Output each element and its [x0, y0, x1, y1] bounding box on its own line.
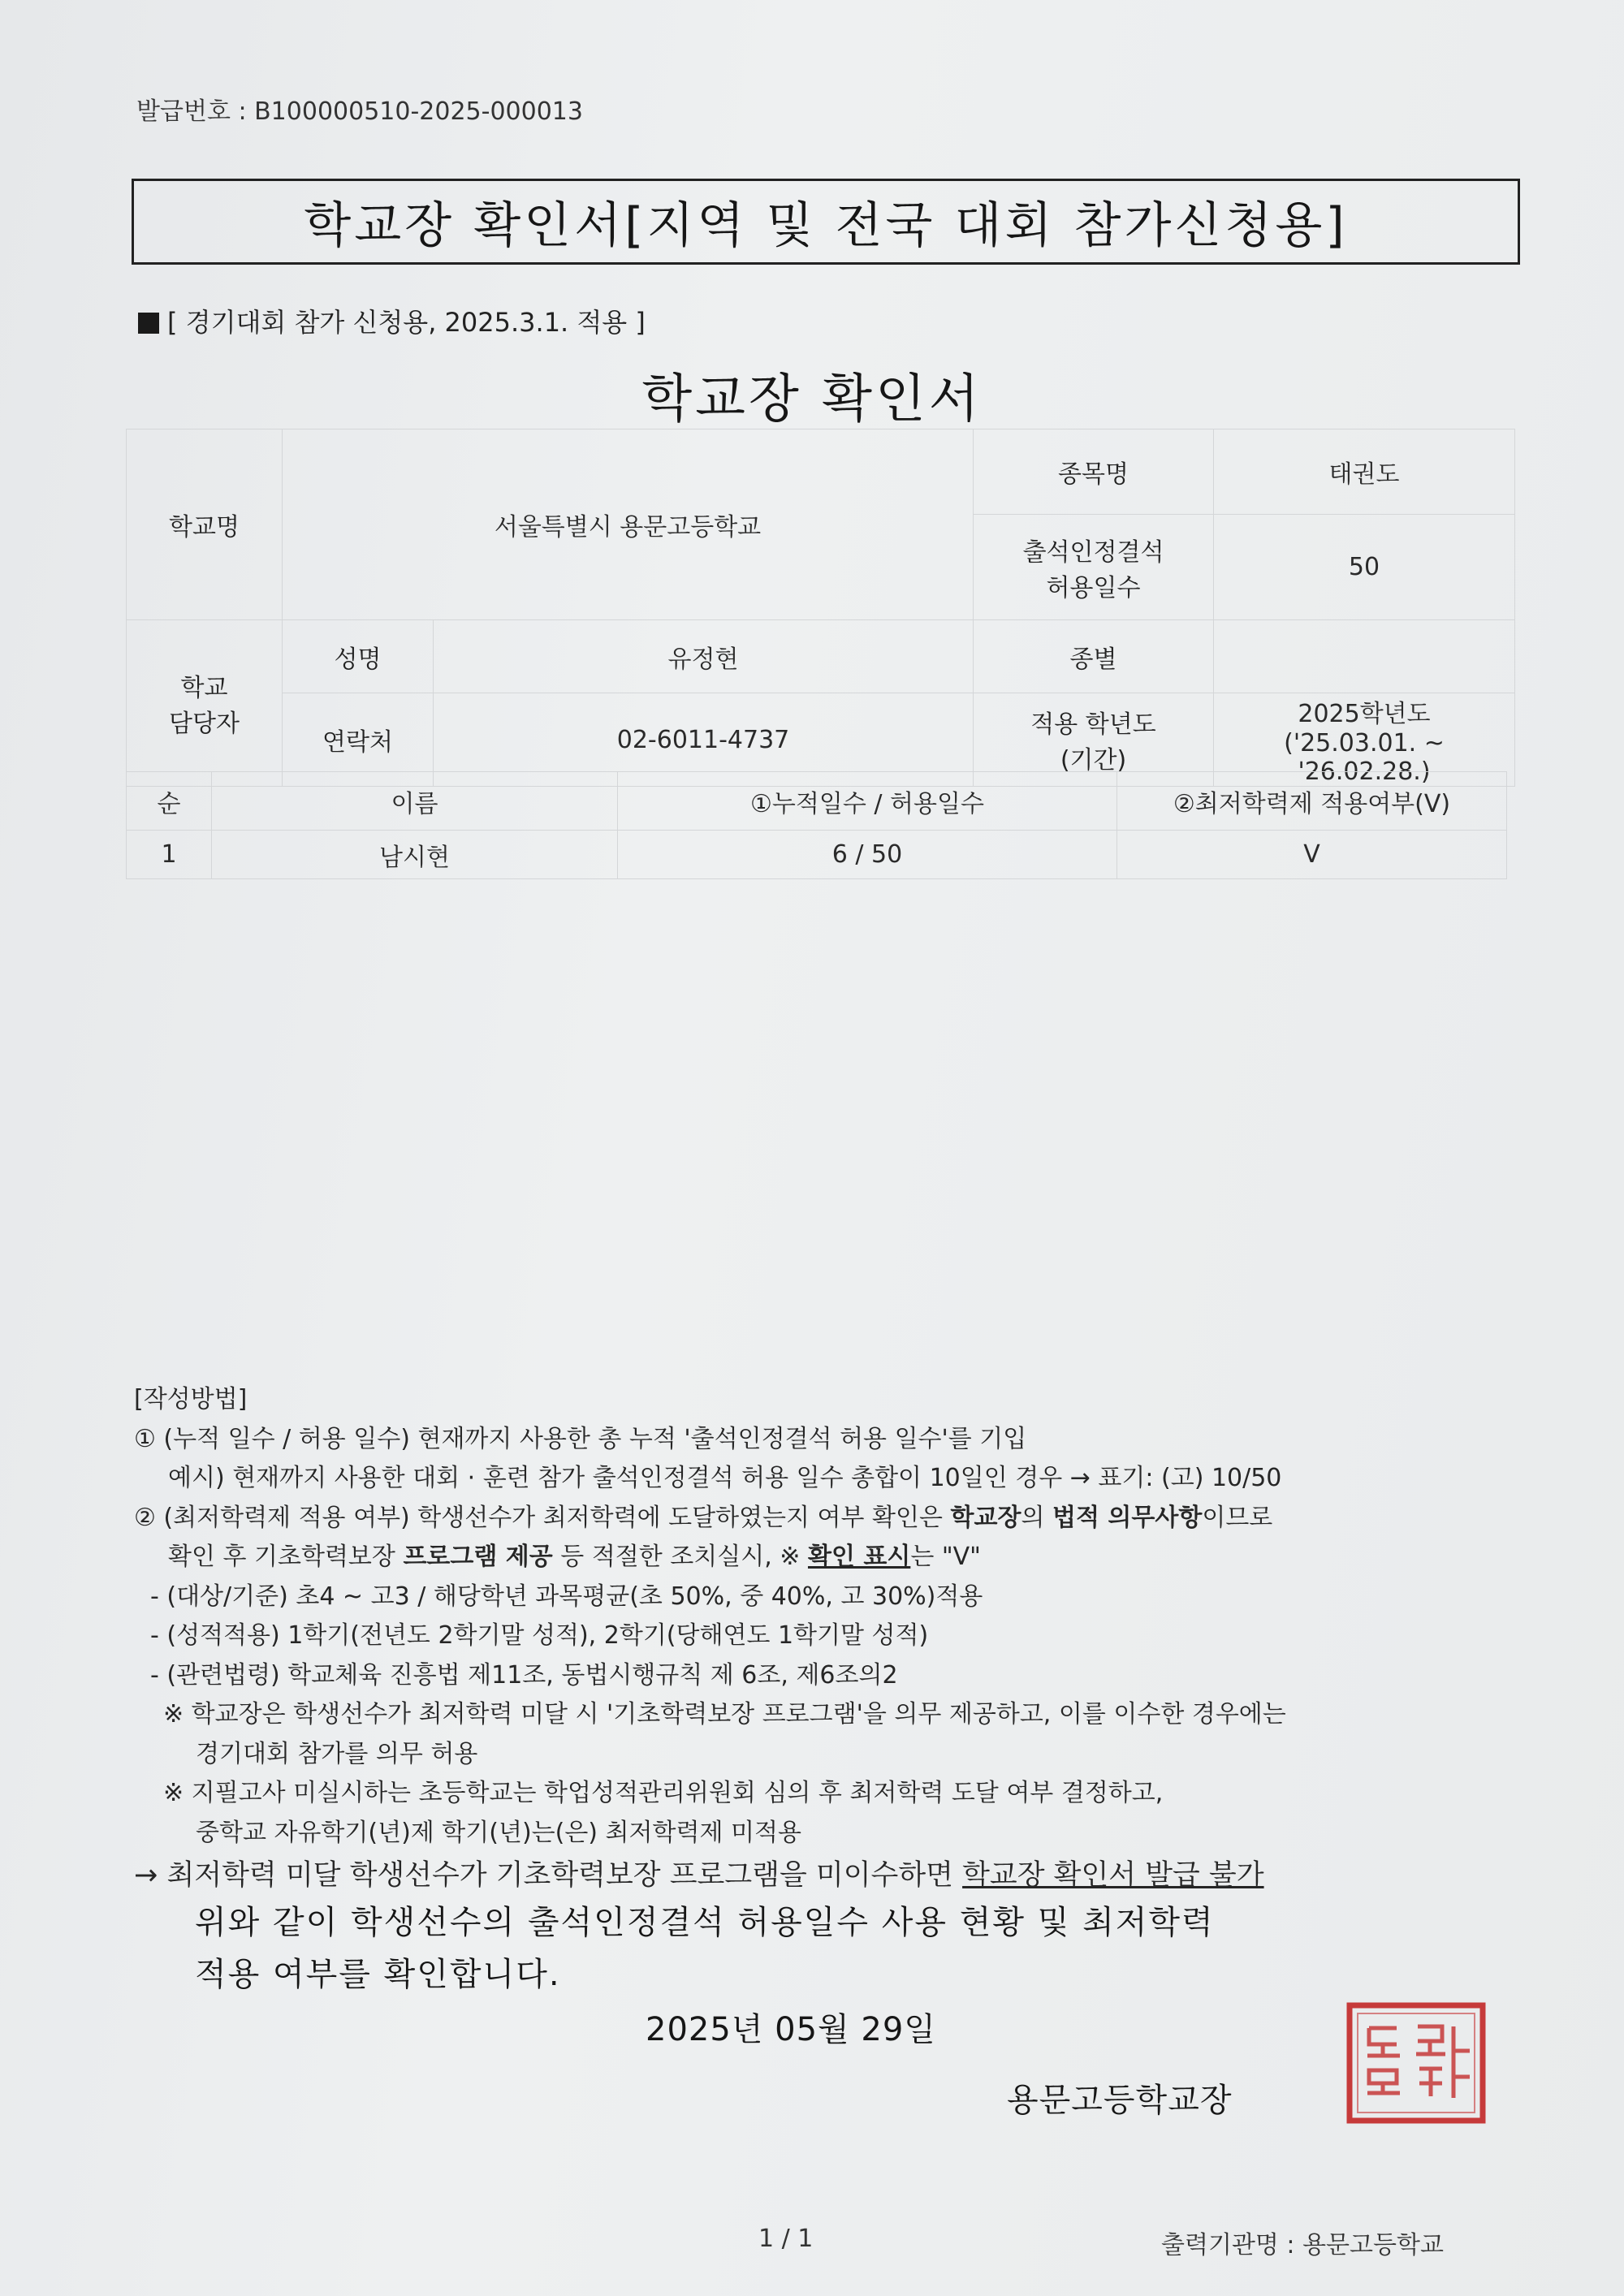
output-organization: 출력기관명 : 용문고등학교 — [1161, 2231, 1444, 2259]
contact-value: 02-6011-4737 — [434, 693, 974, 787]
instruction-line: - (성적적용) 1학기(전년도 2학기말 성적), 2학기(당해연도 1학기말 성적) — [150, 1621, 929, 1650]
statement-line: 적용 여부를 확인합니다. — [195, 1956, 561, 1993]
instruction-line: ※ 학교장은 학생선수가 최저학력 미달 시 '기초학력보장 프로그램'을 의무 제공하고, 이를 이수한 경우에는 — [163, 1700, 1286, 1728]
table-row — [127, 831, 1507, 879]
instruction-text: ② (최저학력제 적용 여부) 학생선수가 최저학력에 도달하였는지 여부 확인은 — [134, 1503, 951, 1532]
column-header-days: ①누적일수 / 허용일수 — [618, 772, 1117, 831]
instruction-text: 등 적절한 조치실시, ※ — [552, 1543, 808, 1571]
document-header-title: 학교장 확인서[지역 및 전국 대회 참가신청용] — [132, 179, 1520, 265]
academic-year-line2: ('25.03.01. ~ '26.02.28.) — [1284, 729, 1445, 786]
column-header-name: 이름 — [212, 772, 618, 831]
allowed-days-label-line1: 출석인정결석 — [1022, 537, 1164, 567]
category-label: 종별 — [974, 620, 1214, 693]
instruction-line: 예시) 현재까지 사용한 대회 · 훈련 참가 출석인정결석 허용 일수 총합이 10일인 경우 → 표기: (고) 10/50 — [168, 1464, 1282, 1492]
allowed-days-label — [974, 515, 1214, 620]
manager-label-line1: 학교 — [180, 674, 228, 702]
instruction-line: 경기대회 참가를 의무 허용 — [196, 1739, 478, 1768]
confirmation-statement — [195, 1897, 1215, 2000]
subtitle-text: [ 경기대회 참가 신청용, 2025.3.1. 적용 ] — [167, 307, 646, 338]
principal-signature: 용문고등학교장 — [1007, 2082, 1233, 2119]
instruction-text: 이므로 — [1202, 1503, 1273, 1532]
school-name-value: 서울특별시 용문고등학교 — [283, 429, 974, 620]
academic-year-line1: 2025학년도 — [1298, 700, 1431, 728]
student-list-table — [126, 771, 1507, 879]
row-applied: V — [1117, 831, 1507, 879]
issue-date: 2025년 05월 29일 — [646, 2011, 936, 2048]
instruction-line — [134, 1499, 1563, 1539]
page-number: 1 / 1 — [758, 2225, 814, 2253]
contact-label: 연락처 — [283, 693, 434, 787]
column-header-no: 순 — [127, 772, 212, 831]
row-name: 남시현 — [212, 831, 618, 879]
issue-number: 발급번호 : B100000510-2025-000013 — [136, 97, 583, 126]
instruction-bold: 법적 의무사항 — [1052, 1503, 1203, 1532]
manager-label — [127, 620, 283, 787]
subtitle — [138, 302, 646, 339]
row-no: 1 — [127, 831, 212, 879]
school-name-label: 학교명 — [127, 429, 283, 620]
manager-label-line2: 담당자 — [169, 710, 240, 738]
instruction-line: ※ 지필고사 미실시하는 초등학교는 학업성적관리위원회 심의 후 최저학력 도달 여부 결정하고, — [163, 1779, 1164, 1807]
manager-name-label: 성명 — [283, 620, 434, 693]
instruction-line: - (관련법령) 학교체육 진흥법 제11조, 동법시행규칙 제 6조, 제6조의2 — [150, 1660, 898, 1690]
manager-name-value: 유정현 — [434, 620, 974, 693]
instruction-final-line — [134, 1856, 1563, 1896]
instruction-bold: 학교장 — [950, 1503, 1021, 1532]
row-days: 6 / 50 — [618, 831, 1117, 879]
category-value — [1214, 620, 1515, 693]
instruction-line: 중학교 자유학기(년)제 학기(년)는(은) 최저학력제 미적용 — [196, 1818, 801, 1847]
academic-year-label-line2: (기간) — [1060, 746, 1127, 775]
instruction-line: - (대상/기준) 초4 ~ 고3 / 해당학년 과목평균(초 50%, 중 40%, 고 30%)적용 — [150, 1582, 983, 1611]
instruction-text: 의 — [1021, 1503, 1053, 1532]
sport-value: 태권도 — [1214, 429, 1515, 515]
allowed-days-value: 50 — [1214, 515, 1515, 620]
instruction-bold: 프로그램 제공 — [403, 1543, 553, 1571]
instruction-text: 확인 후 기초학력보장 — [168, 1543, 404, 1571]
instruction-underline: 학교장 확인서 발급 불가 — [962, 1859, 1264, 1892]
instruction-text: 는 "V" — [910, 1543, 981, 1571]
statement-line: 위와 같이 학생선수의 출석인정결석 허용일수 사용 현황 및 최저학력 — [195, 1904, 1215, 1941]
allowed-days-label-line2: 허용일수 — [1046, 573, 1141, 602]
instruction-bold-underline: 확인 표시 — [807, 1543, 911, 1571]
instruction-line: ① (누적 일수 / 허용 일수) 현재까지 사용한 총 누적 '출석인정결석 허용 일수'를 기입 — [134, 1424, 1027, 1453]
info-table — [126, 429, 1515, 787]
instruction-line — [134, 1538, 1563, 1577]
school-seal-icon — [1346, 2002, 1486, 2124]
column-header-applied: ②최저학력제 적용여부(V) — [1117, 772, 1507, 831]
page-title: 학교장 확인서 — [641, 369, 983, 429]
instructions-heading: [작성방법] — [134, 1385, 248, 1413]
square-bullet-icon — [138, 313, 159, 334]
sport-label: 종목명 — [974, 429, 1214, 515]
instruction-text: → 최저학력 미달 학생선수가 기초학력보장 프로그램을 미이수하면 — [134, 1859, 963, 1892]
academic-year-label-line1: 적용 학년도 — [1030, 710, 1156, 739]
instructions — [134, 1380, 1563, 1896]
